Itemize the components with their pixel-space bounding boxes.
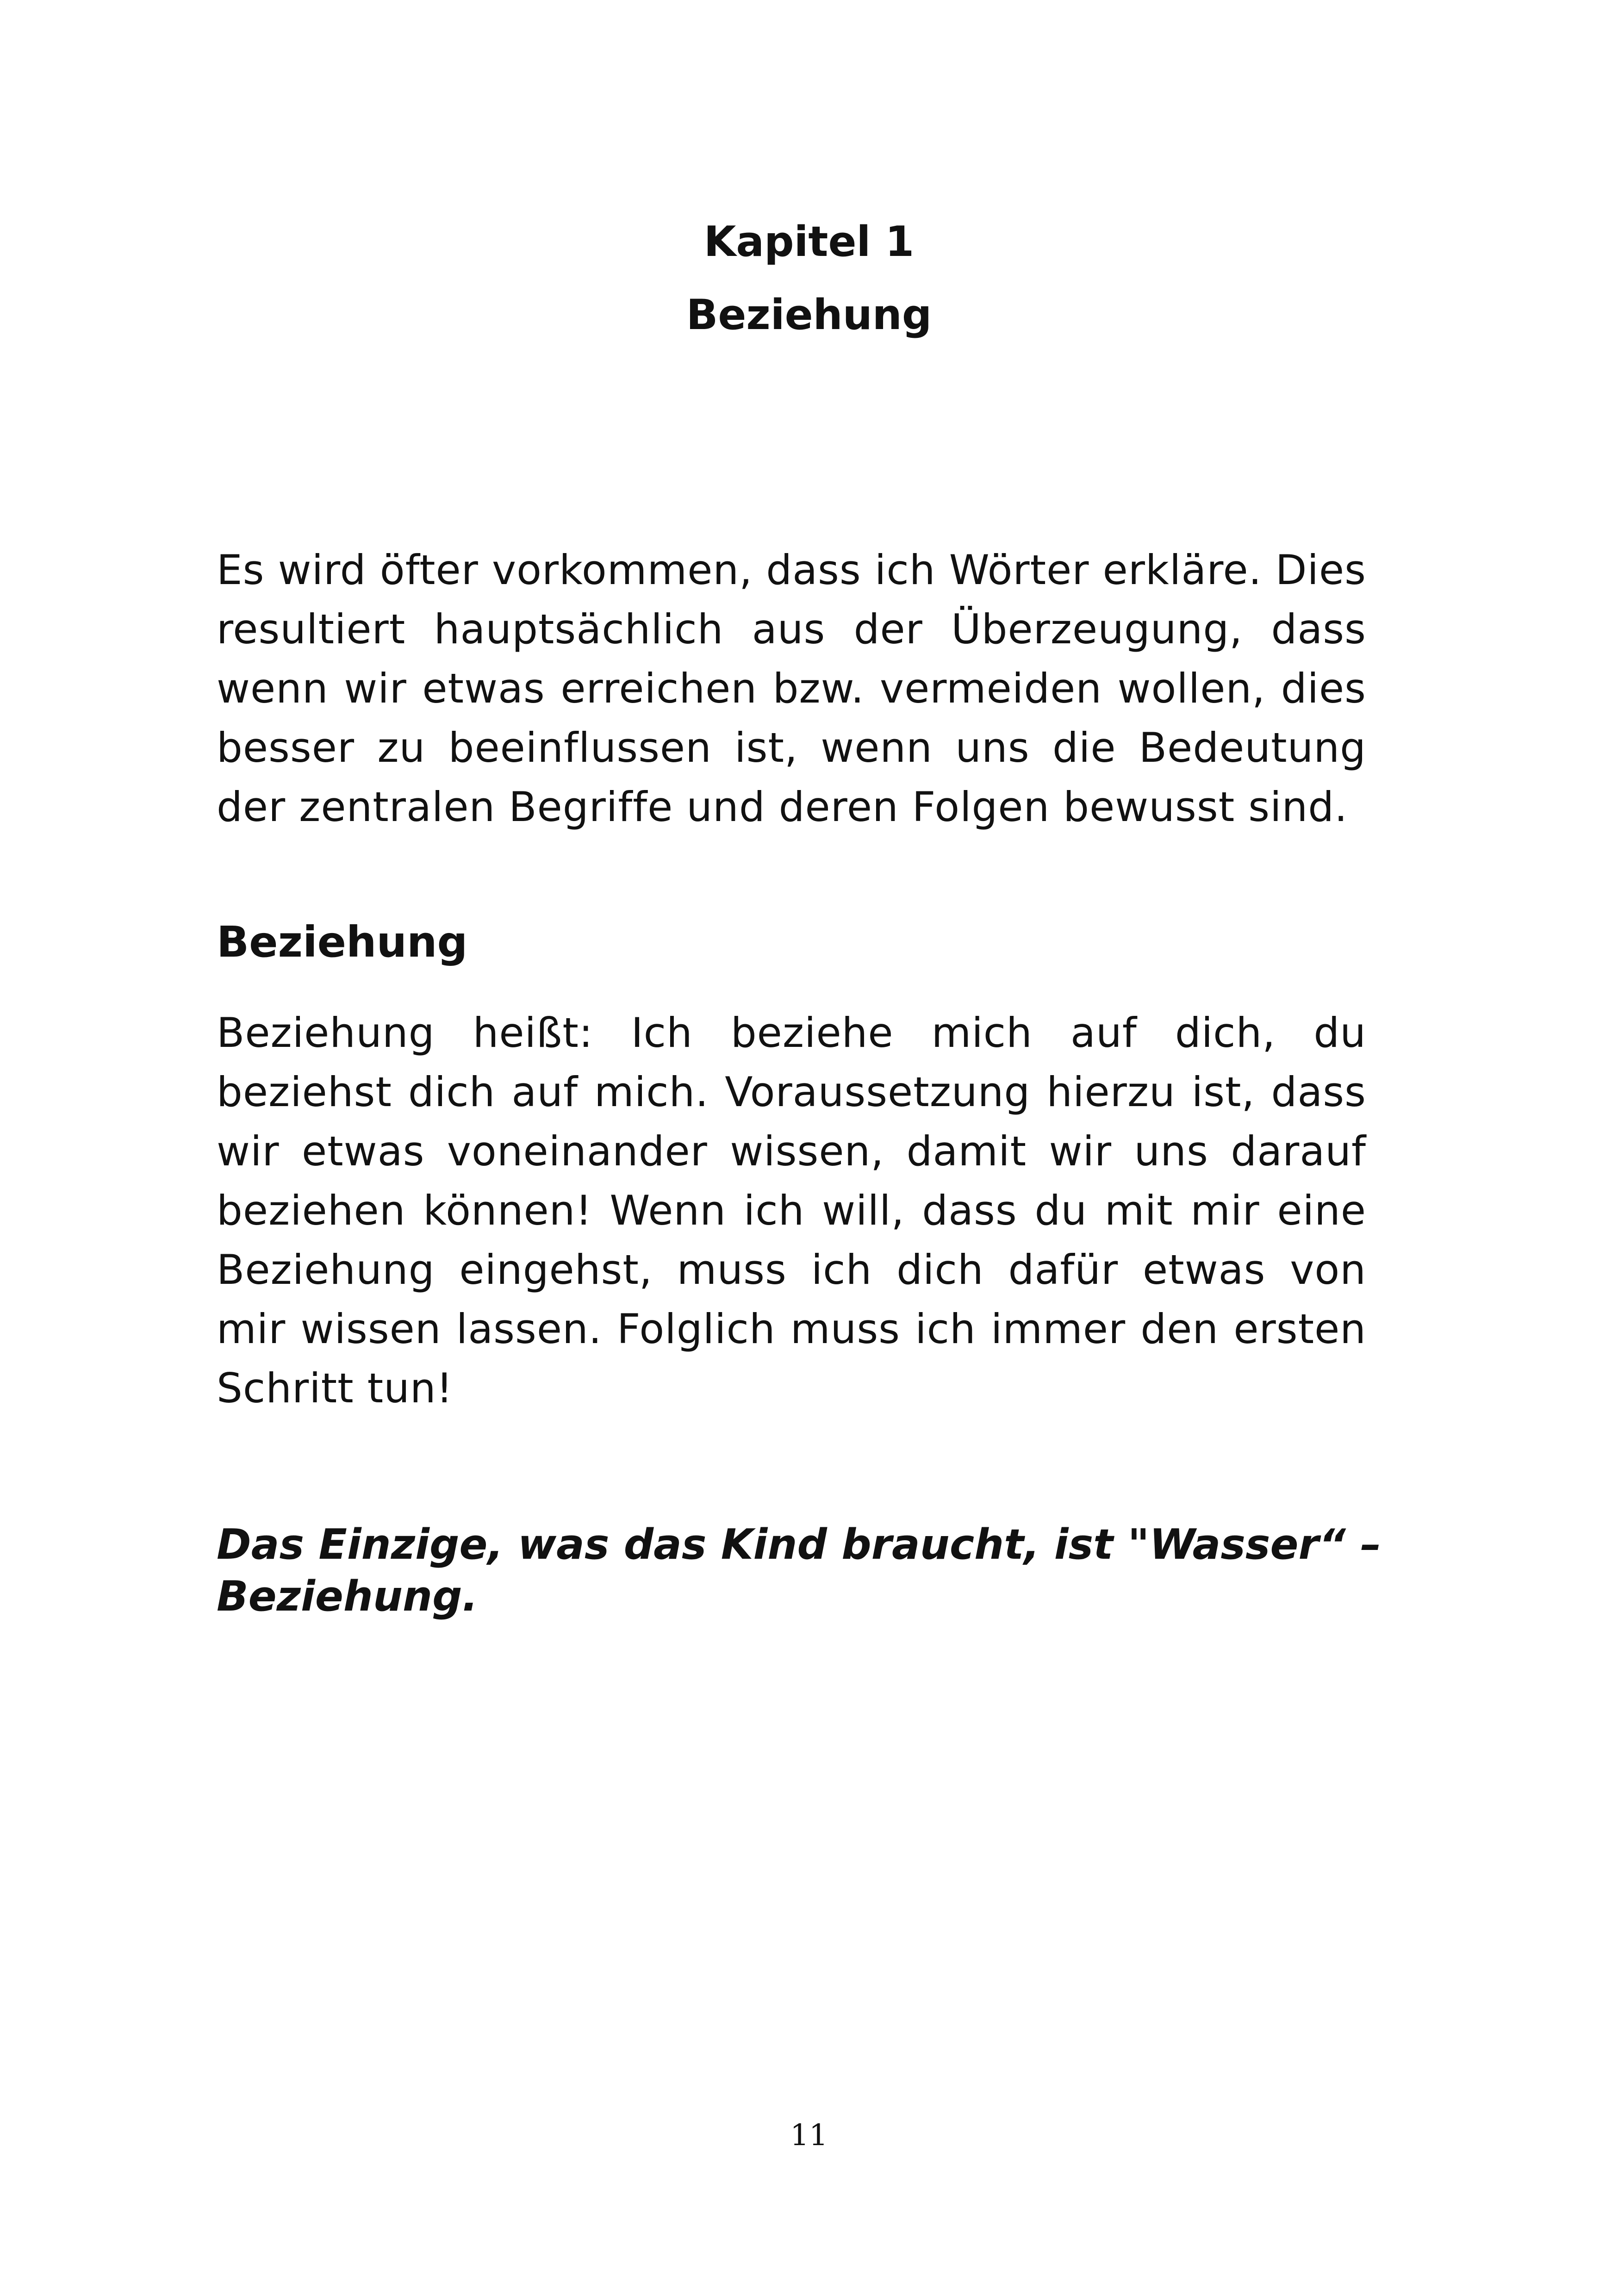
chapter-number-heading: Kapitel 1 bbox=[703, 218, 915, 266]
closing-quote: Das Einzige, was das Kind braucht, ist "Wasser“ – Beziehung. bbox=[217, 1520, 1382, 1621]
section-paragraph: Beziehung heißt: Ich beziehe mich auf dich, du beziehst dich auf mich. Voraussetzung hierzu ist, dass wir etwas voneinander wissen, damit wir uns darauf beziehen können! Wenn ich will, dass du mit mir eine Beziehung eingehst, muss ich dich dafür etwas von mir wissen lassen. Folglich muss ich immer den ersten Schritt tun! bbox=[217, 1009, 1366, 1412]
section-heading: Beziehung bbox=[217, 917, 468, 967]
chapter-title-heading: Beziehung bbox=[686, 291, 932, 339]
page-number: 11 bbox=[790, 2118, 828, 2153]
intro-paragraph: Es wird öfter vorkommen, dass ich Wörter erkläre. Dies resultiert hauptsächlich aus der Überzeugung, dass wenn wir etwas erreichen bzw. vermeiden wollen, dies besser zu beeinflussen ist, wenn uns die Bedeutung der zentralen Begriffe und deren Folgen bewusst sind. bbox=[217, 546, 1366, 831]
